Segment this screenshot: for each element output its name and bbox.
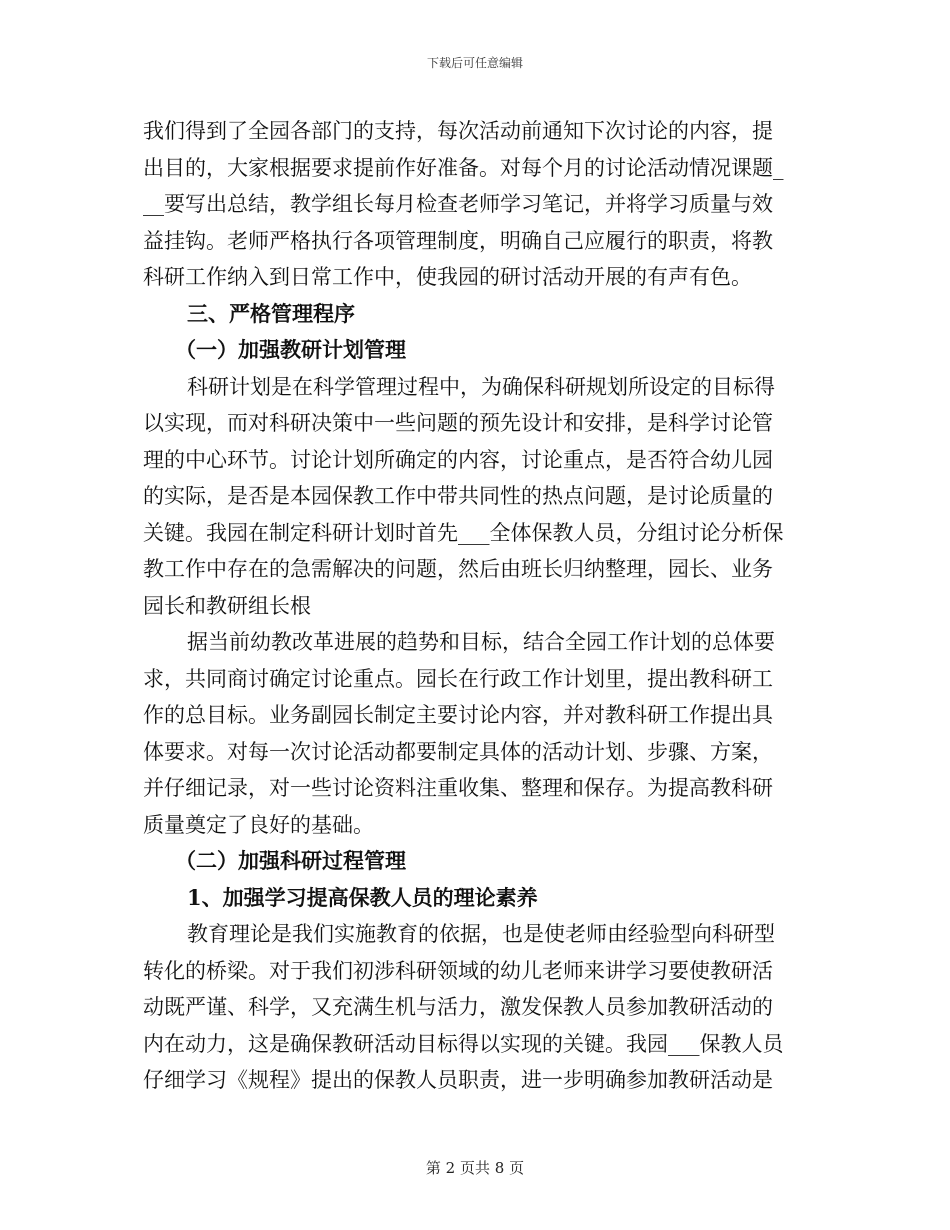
text-line: 仔细学习《规程》提出的保教人员职责，进一步明确参加教研活动是 — [143, 1068, 773, 1092]
text-line: 质量奠定了良好的基础。 — [143, 812, 374, 837]
text-line: 体要求。对每一次讨论活动都要制定具体的活动计划、步骤、方案， — [143, 739, 773, 764]
text-line: 教工作中存在的急需解决的问题，然后由班长归纳整理，园长、业务 — [143, 557, 773, 581]
text-line: 科研工作纳入到日常工作中，使我园的研讨活动开展的有声有色。 — [143, 265, 752, 289]
text-line: 求，共同商讨确定讨论重点。园长在行政工作计划里，提出教科研工 — [143, 666, 773, 691]
page-header: 下载后可任意编辑 — [426, 56, 523, 70]
document-body — [143, 113, 798, 1099]
text-line: 关键。我园在制定科研计划时首先___全体保教人员，分组讨论分析保 — [143, 520, 784, 545]
item-heading: 1、加强学习提高保教人员的理论素养 — [187, 884, 538, 910]
subsection-heading: （一）加强教研计划管理 — [175, 337, 406, 362]
text-line: 内在动力，这是确保教研活动目标得以实现的关键。我园___保教人员 — [143, 1031, 784, 1056]
paragraph-first-line: 科研计划是在科学管理过程中，为确保科研规划所设定的目标得 — [187, 374, 775, 399]
text-line: 转化的桥梁。对于我们初涉科研领域的幼儿老师来讲学习要使教研活 — [143, 958, 773, 983]
text-line: __要写出总结，教学组长每月检查老师学习笔记，并将学习质量与效 — [143, 192, 773, 216]
text-line: 作的总目标。业务副园长制定主要讨论内容，并对教科研工作提出具 — [143, 703, 773, 727]
text-line: 并仔细记录，对一些讨论资料注重收集、整理和保存。为提高教科研 — [143, 776, 773, 800]
paragraph-first-line: 据当前幼教改革进展的趋势和目标，结合全园工作计划的总体要 — [187, 630, 775, 654]
text-line: 出目的，大家根据要求提前作好准备。对每个月的讨论活动情况课题_ — [143, 155, 784, 180]
text-line: 理的中心环节。讨论计划所确定的内容，讨论重点，是否符合幼儿园 — [143, 447, 773, 472]
paragraph-first-line: 教育理论是我们实施教育的依据，也是使老师由经验型向科研型 — [187, 922, 775, 946]
text-line: 园长和教研组长根 — [143, 593, 311, 618]
text-line: 我们得到了全园各部门的支持，每次活动前通知下次讨论的内容，提 — [143, 119, 773, 143]
text-line: 以实现，而对科研决策中一些问题的预先设计和安排，是科学讨论管 — [143, 411, 773, 435]
section-heading: 三、严格管理程序 — [187, 300, 355, 326]
text-line: 的实际，是否是本园保教工作中带共同性的热点问题，是讨论质量的 — [143, 484, 773, 508]
text-line: 动既严谨、科学，又充满生机与活力，激发保教人员参加教研活动的 — [143, 995, 773, 1019]
page-footer: 第 2 页共 8 页 — [425, 1159, 525, 1177]
text-line: 益挂钩。老师严格执行各项管理制度，明确自己应履行的职责，将教 — [143, 228, 773, 253]
subsection-heading: （二）加强科研过程管理 — [175, 848, 406, 873]
